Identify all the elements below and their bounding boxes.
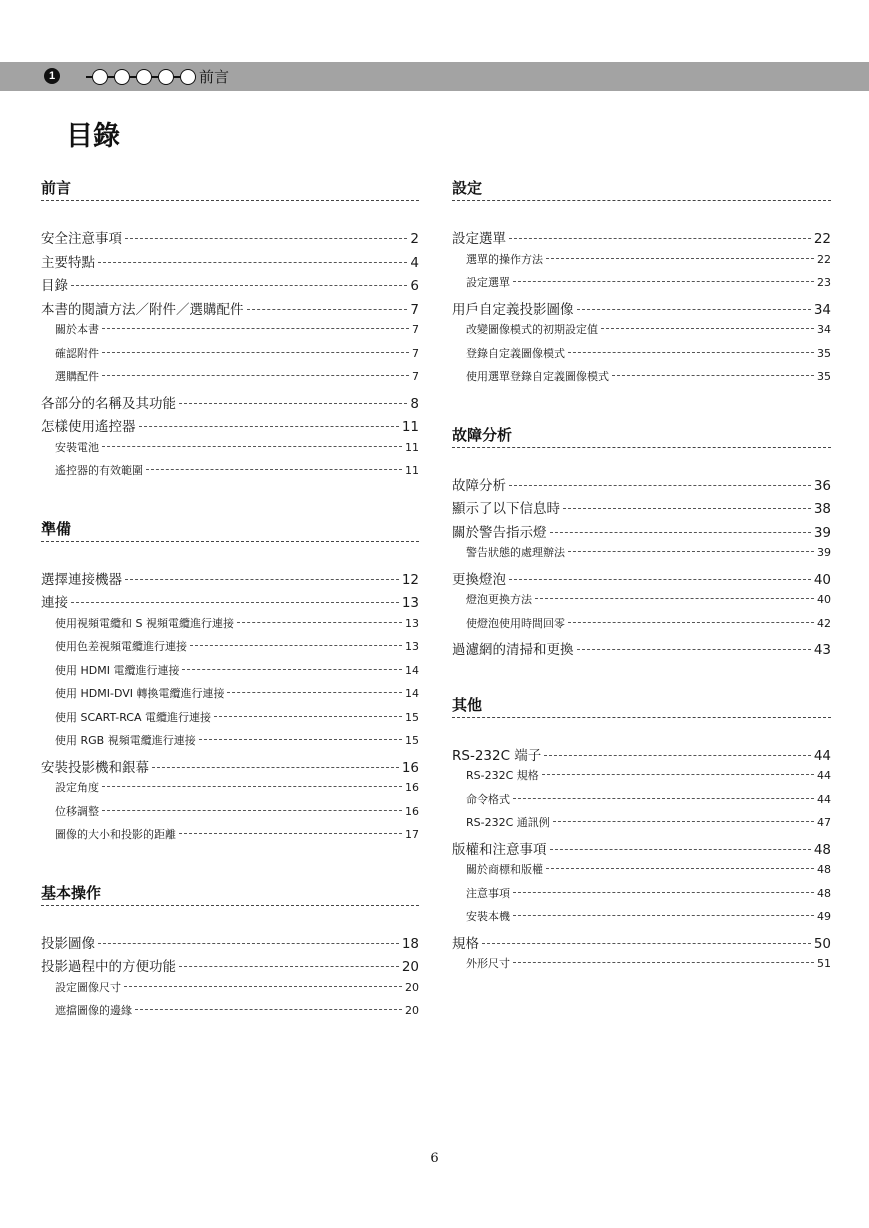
toc-entry-page: 48 <box>813 841 831 858</box>
toc-leader-dots <box>179 966 399 967</box>
toc-left-column <box>41 178 419 1059</box>
toc-entry[interactable] <box>452 298 831 322</box>
toc-entry-page: 7 <box>412 346 419 360</box>
chapter-number-badge: 1 <box>44 68 60 84</box>
toc-entry-title: 投影圖像 <box>41 935 95 952</box>
toc-entry-title: 遙控器的有效範圍 <box>55 464 143 477</box>
toc-entry-page: 16 <box>405 804 419 818</box>
toc-entry-title: 版權和注意事項 <box>452 841 547 858</box>
toc-subentry[interactable] <box>41 732 419 756</box>
toc-entry-page: 40 <box>813 571 831 588</box>
toc-entry-title: 確認附件 <box>55 346 99 360</box>
toc-subentry[interactable] <box>452 767 831 791</box>
toc-leader-dots <box>135 1009 402 1010</box>
toc-subentry[interactable] <box>41 462 419 486</box>
toc-subentry[interactable] <box>41 345 419 369</box>
toc-leader-dots <box>146 469 402 470</box>
toc-right-column <box>452 178 831 1012</box>
toc-leader-dots <box>546 868 814 869</box>
toc-section <box>41 519 419 850</box>
toc-entry-title: 位移調整 <box>55 804 99 818</box>
step-circle-icon <box>136 69 152 85</box>
toc-section <box>41 883 419 1026</box>
toc-entry-page: 43 <box>813 642 831 658</box>
toc-entry-title: 顯示了以下信息時 <box>452 501 560 517</box>
toc-section-heading: 前言 <box>41 178 419 201</box>
toc-leader-dots <box>179 403 407 404</box>
toc-entry-title: 使用選單登錄自定義圖像模式 <box>466 370 609 383</box>
toc-entry-page: 13 <box>405 616 419 630</box>
step-circle-icon <box>114 69 130 85</box>
toc-entry-page: 39 <box>817 546 831 559</box>
toc-entry[interactable] <box>41 955 419 979</box>
toc-entry-page: 15 <box>405 734 419 747</box>
toc-entry-page: 35 <box>817 370 831 383</box>
toc-entry-page: 20 <box>405 980 419 994</box>
toc-entry-page: 2 <box>410 231 419 247</box>
toc-entry-title: 用戶自定義投影圖像 <box>452 301 574 318</box>
toc-leader-dots <box>98 262 407 263</box>
toc-entry-title: 各部分的名稱及其功能 <box>41 395 176 412</box>
toc-leader-dots <box>568 551 814 552</box>
toc-leader-dots <box>152 767 399 768</box>
toc-entry-title: 選購配件 <box>55 370 99 383</box>
toc-entry-page: 8 <box>410 395 419 412</box>
chapter-section-label: 前言 <box>199 68 230 86</box>
toc-leader-dots <box>601 328 814 329</box>
toc-entry-page: 44 <box>817 769 831 782</box>
toc-entry-page: 44 <box>817 792 831 806</box>
toc-leader-dots <box>102 375 409 376</box>
toc-leader-dots <box>124 986 402 987</box>
toc-entry[interactable] <box>41 591 419 615</box>
toc-entry-page: 48 <box>817 886 831 900</box>
toc-entry[interactable] <box>41 932 419 956</box>
toc-leader-dots <box>102 328 409 329</box>
toc-leader-dots <box>513 892 814 893</box>
toc-section <box>452 178 831 392</box>
toc-entry-page: 34 <box>813 301 831 318</box>
toc-leader-dots <box>237 622 402 623</box>
toc-entry-title: 改變圖像模式的初期設定值 <box>466 323 598 336</box>
toc-subentry[interactable] <box>452 791 831 815</box>
toc-leader-dots <box>577 309 811 310</box>
toc-entry-page: 22 <box>813 231 831 247</box>
toc-entry-page: 35 <box>817 346 831 360</box>
toc-entry-page: 17 <box>405 828 419 841</box>
step-circle-icon <box>92 69 108 85</box>
toc-entry-title: 使用 HDMI-DVI 轉換電纜進行連接 <box>55 687 225 700</box>
toc-subentry[interactable] <box>452 908 831 932</box>
toc-subentry[interactable] <box>452 274 831 298</box>
toc-entry-title: 使用色差視頻電纜進行連接 <box>55 640 187 653</box>
toc-subentry[interactable] <box>41 368 419 392</box>
toc-entry-page: 4 <box>410 254 419 271</box>
toc-entry-page: 20 <box>401 959 419 975</box>
toc-leader-dots <box>535 598 814 599</box>
toc-subentry[interactable] <box>452 544 831 568</box>
toc-entry-list <box>452 227 831 392</box>
chapter-header-bar <box>0 62 869 91</box>
toc-subentry[interactable] <box>452 345 831 369</box>
toc-entry-page: 12 <box>401 571 419 588</box>
toc-entry-title: 過濾網的清掃和更換 <box>452 642 574 658</box>
toc-entry-title: 使用 RGB 視頻電纜進行連接 <box>55 734 196 747</box>
toc-leader-dots <box>247 309 408 310</box>
toc-entry[interactable] <box>41 756 419 780</box>
toc-entry-page: 7 <box>412 370 419 383</box>
toc-entry-title: 更換燈泡 <box>452 571 506 588</box>
toc-entry-list <box>41 932 419 1026</box>
toc-entry-title: 使用視頻電纜和 S 視頻電纜進行連接 <box>55 616 234 630</box>
toc-subentry[interactable] <box>452 885 831 909</box>
toc-entry-page: 22 <box>817 252 831 266</box>
toc-leader-dots <box>71 602 399 603</box>
toc-entry[interactable] <box>452 932 831 956</box>
toc-entry-page: 36 <box>813 477 831 494</box>
toc-entry-title: 設定選單 <box>466 276 510 289</box>
toc-leader-dots <box>568 622 814 623</box>
toc-entry-title: 警告狀態的處理辦法 <box>466 546 565 559</box>
toc-entry-page: 20 <box>405 1004 419 1017</box>
toc-entry-page: 44 <box>813 747 831 764</box>
toc-entry[interactable] <box>41 415 419 439</box>
toc-subentry[interactable] <box>452 814 831 838</box>
toc-entry-title: 使用 HDMI 電纜進行連接 <box>55 663 180 677</box>
toc-entry-title: RS-232C 端子 <box>452 747 542 764</box>
toc-entry-page: 14 <box>405 663 419 677</box>
toc-leader-dots <box>102 446 402 447</box>
toc-entry-list <box>41 568 419 850</box>
toc-entry[interactable] <box>452 227 831 251</box>
toc-leader-dots <box>98 943 399 944</box>
toc-leader-dots <box>509 485 811 486</box>
page-number: 6 <box>430 1151 439 1166</box>
toc-entry[interactable] <box>41 568 419 592</box>
toc-leader-dots <box>102 786 402 787</box>
toc-entry-list <box>452 744 831 979</box>
toc-leader-dots <box>513 281 814 282</box>
toc-entry[interactable] <box>452 838 831 862</box>
step-circle-icon <box>158 69 174 85</box>
toc-entry-title: 設定選單 <box>452 231 506 247</box>
toc-entry-page: 47 <box>817 816 831 829</box>
toc-entry-title: 使用 SCART-RCA 電纜進行連接 <box>55 710 212 724</box>
chapter-steps-indicator <box>86 67 196 87</box>
toc-entry-page: 51 <box>817 957 831 970</box>
toc-entry-title: 本書的閱讀方法／附件／選購配件 <box>41 301 244 318</box>
toc-entry-page: 40 <box>817 593 831 606</box>
toc-entry[interactable] <box>452 638 831 662</box>
toc-leader-dots <box>179 833 402 834</box>
toc-entry-title: 關於商標和版權 <box>466 863 543 876</box>
toc-entry-page: 38 <box>813 501 831 517</box>
toc-entry-title: 主要特點 <box>41 254 95 271</box>
toc-entry-title: 遮擋圖像的邊緣 <box>55 1004 132 1017</box>
toc-entry-title: 故障分析 <box>452 477 506 494</box>
toc-subentry[interactable] <box>452 861 831 885</box>
toc-entry[interactable] <box>452 521 831 545</box>
toc-section <box>452 425 831 662</box>
toc-leader-dots <box>509 238 811 239</box>
toc-section-heading: 設定 <box>452 178 831 201</box>
toc-subentry[interactable] <box>452 321 831 345</box>
toc-entry-page: 11 <box>405 440 419 454</box>
toc-entry-page: 50 <box>813 935 831 952</box>
toc-subentry[interactable] <box>41 685 419 709</box>
toc-entry-title: 選單的操作方法 <box>466 252 543 266</box>
toc-subentry[interactable] <box>452 955 831 979</box>
toc-entry-page: 23 <box>817 276 831 289</box>
toc-entry-title: 選擇連接機器 <box>41 571 122 588</box>
toc-entry-page: 16 <box>401 759 419 776</box>
toc-entry-page: 39 <box>813 524 831 541</box>
toc-entry-page: 14 <box>405 687 419 700</box>
toc-entry-page: 6 <box>410 278 419 294</box>
toc-entry[interactable] <box>41 298 419 322</box>
toc-leader-dots <box>482 943 811 944</box>
toc-entry[interactable] <box>41 274 419 298</box>
toc-entry-page: 15 <box>405 710 419 724</box>
toc-entry-list <box>41 227 419 486</box>
toc-entry-page: 16 <box>405 781 419 794</box>
toc-entry-title: 使燈泡使用時間回零 <box>466 616 565 630</box>
toc-entry-page: 13 <box>405 640 419 653</box>
toc-leader-dots <box>125 579 399 580</box>
toc-leader-dots <box>513 798 814 799</box>
toc-entry[interactable] <box>41 251 419 275</box>
toc-entry-title: 登錄自定義圖像模式 <box>466 346 565 360</box>
toc-leader-dots <box>550 532 811 533</box>
toc-entry-page: 42 <box>817 616 831 630</box>
toc-section <box>452 695 831 979</box>
toc-leader-dots <box>102 810 402 811</box>
toc-entry[interactable] <box>452 744 831 768</box>
toc-entry-title: 圖像的大小和投影的距離 <box>55 828 176 841</box>
toc-entry-title: 關於本書 <box>55 323 99 336</box>
toc-section-heading: 其他 <box>452 695 831 718</box>
toc-leader-dots <box>102 352 409 353</box>
toc-subentry[interactable] <box>41 709 419 733</box>
toc-subentry[interactable] <box>41 615 419 639</box>
toc-entry-title: 安裝本機 <box>466 910 510 923</box>
toc-section-heading: 準備 <box>41 519 419 542</box>
toc-subentry[interactable] <box>452 251 831 275</box>
toc-entry-list <box>452 474 831 662</box>
toc-leader-dots <box>513 915 814 916</box>
toc-entry[interactable] <box>452 497 831 521</box>
toc-subentry[interactable] <box>452 591 831 615</box>
toc-entry[interactable] <box>452 474 831 498</box>
toc-entry[interactable] <box>452 568 831 592</box>
toc-entry-title: 燈泡更換方法 <box>466 593 532 606</box>
toc-entry-title: 規格 <box>452 935 479 952</box>
toc-subentry[interactable] <box>41 979 419 1003</box>
toc-section <box>41 178 419 486</box>
toc-subentry[interactable] <box>41 439 419 463</box>
page-title: 目錄 <box>66 121 120 152</box>
toc-entry-page: 13 <box>401 595 419 611</box>
toc-leader-dots <box>577 649 811 650</box>
step-circle-icon <box>180 69 196 85</box>
toc-entry-title: 目錄 <box>41 278 68 294</box>
toc-entry-title: 安裝投影機和銀幕 <box>41 759 149 776</box>
toc-subentry[interactable] <box>41 662 419 686</box>
toc-entry-page: 11 <box>405 464 419 477</box>
toc-entry-title: 安裝電池 <box>55 440 99 454</box>
toc-subentry[interactable] <box>41 638 419 662</box>
toc-leader-dots <box>182 669 402 670</box>
toc-entry[interactable] <box>41 392 419 416</box>
toc-entry-title: RS-232C 通訊例 <box>466 816 550 829</box>
toc-leader-dots <box>553 821 814 822</box>
toc-leader-dots <box>542 774 814 775</box>
toc-entry-title: 設定圖像尺寸 <box>55 980 121 994</box>
toc-subentry[interactable] <box>41 826 419 850</box>
toc-section-heading: 基本操作 <box>41 883 419 906</box>
toc-subentry[interactable] <box>41 779 419 803</box>
toc-entry-title: RS-232C 規格 <box>466 769 539 782</box>
toc-entry-page: 7 <box>410 301 419 318</box>
toc-entry-title: 外形尺寸 <box>466 957 510 970</box>
toc-entry-page: 18 <box>401 935 419 952</box>
toc-leader-dots <box>214 716 402 717</box>
toc-leader-dots <box>513 962 814 963</box>
toc-entry-page: 7 <box>412 323 419 336</box>
toc-leader-dots <box>71 285 407 286</box>
toc-entry-title: 設定角度 <box>55 781 99 794</box>
toc-subentry[interactable] <box>41 803 419 827</box>
toc-entry-page: 11 <box>401 419 419 435</box>
toc-leader-dots <box>550 849 811 850</box>
toc-entry-title: 注意事項 <box>466 886 510 900</box>
toc-leader-dots <box>546 258 814 259</box>
toc-leader-dots <box>125 238 407 239</box>
toc-entry-page: 49 <box>817 910 831 923</box>
toc-leader-dots <box>563 508 811 509</box>
toc-leader-dots <box>509 579 811 580</box>
toc-subentry[interactable] <box>452 615 831 639</box>
toc-leader-dots <box>568 352 814 353</box>
toc-leader-dots <box>190 645 402 646</box>
toc-entry-title: 安全注意事項 <box>41 231 122 247</box>
toc-entry-title: 怎樣使用遙控器 <box>41 419 136 435</box>
toc-entry-page: 48 <box>817 863 831 876</box>
toc-entry-title: 連接 <box>41 595 68 611</box>
toc-leader-dots <box>227 692 402 693</box>
toc-leader-dots <box>612 375 814 376</box>
toc-leader-dots <box>544 755 811 756</box>
toc-subentry[interactable] <box>41 321 419 345</box>
toc-subentry[interactable] <box>41 1002 419 1026</box>
toc-leader-dots <box>139 426 399 427</box>
toc-entry-page: 34 <box>817 323 831 336</box>
toc-section-heading: 故障分析 <box>452 425 831 448</box>
toc-leader-dots <box>199 739 402 740</box>
toc-entry[interactable] <box>41 227 419 251</box>
toc-entry-title: 命令格式 <box>466 792 510 806</box>
toc-entry-title: 投影過程中的方便功能 <box>41 959 176 975</box>
toc-entry-title: 關於警告指示燈 <box>452 524 547 541</box>
toc-subentry[interactable] <box>452 368 831 392</box>
